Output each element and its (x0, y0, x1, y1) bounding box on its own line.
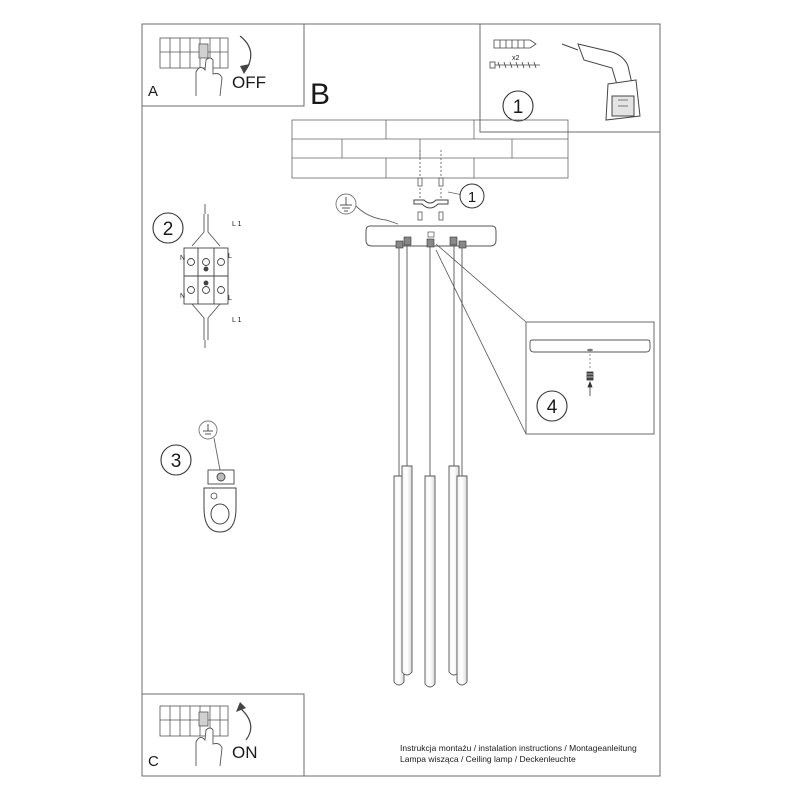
detail-leader-bottom (436, 250, 526, 434)
ground-lug-screw (211, 493, 217, 499)
mounting-bracket (414, 200, 448, 208)
wire-label-n-bottom: N (180, 293, 186, 300)
wire-label-l-top: L (228, 253, 232, 260)
step-1-number: 1 (512, 97, 524, 118)
panel-c-on-label: ON (232, 743, 258, 762)
ground-wire (356, 206, 398, 224)
detail-leader-top (436, 244, 526, 322)
fuse-box-icon (160, 38, 228, 68)
step-2 (153, 204, 242, 348)
step-4-number: 4 (546, 397, 558, 418)
ground-symbol-icon (199, 421, 217, 439)
detail-panel-4 (526, 322, 654, 434)
suspension-cables (399, 245, 462, 488)
panel-a-letter: A (148, 83, 159, 100)
ground-terminal-icon (208, 470, 234, 484)
wire-label-l1-bottom: L 1 (232, 317, 242, 324)
footer-line-2: Lampa wisząca / Ceiling lamp / Deckenleuchte (400, 754, 576, 764)
ground-ring-hole (211, 504, 229, 524)
kit-quantity-label: x2 (512, 55, 520, 62)
panel-c (142, 694, 304, 776)
ground-lead (214, 438, 220, 470)
wire-label-l-bottom: L (228, 295, 232, 302)
step-1-callout-number: 1 (467, 189, 477, 206)
wire-label-n-top: N (180, 255, 186, 262)
panel-a (142, 24, 304, 106)
panel-c-letter: C (148, 753, 159, 770)
step-3-number: 3 (170, 451, 182, 472)
footer-line-1: Instrukcja montażu / instalation instructions / Montageanleitung (400, 743, 637, 753)
fuse-box-icon-c (160, 706, 228, 736)
step-2-number: 2 (162, 219, 174, 240)
terminal-block-icon (184, 248, 228, 304)
pendant-tubes (394, 466, 467, 687)
grub-screw-icon (587, 372, 593, 380)
panel-b-letter: B (310, 78, 331, 111)
step-3 (161, 421, 236, 532)
panel-tools (480, 24, 660, 132)
bracket-screws (418, 212, 443, 220)
wall-plug-icon (494, 40, 536, 48)
wire-label-l1-top: L 1 (232, 221, 242, 228)
ground-icon (336, 194, 356, 214)
panel-a-off-label: OFF (232, 73, 266, 92)
detail-canopy-hole (587, 349, 593, 351)
mounting-screws (418, 150, 443, 198)
